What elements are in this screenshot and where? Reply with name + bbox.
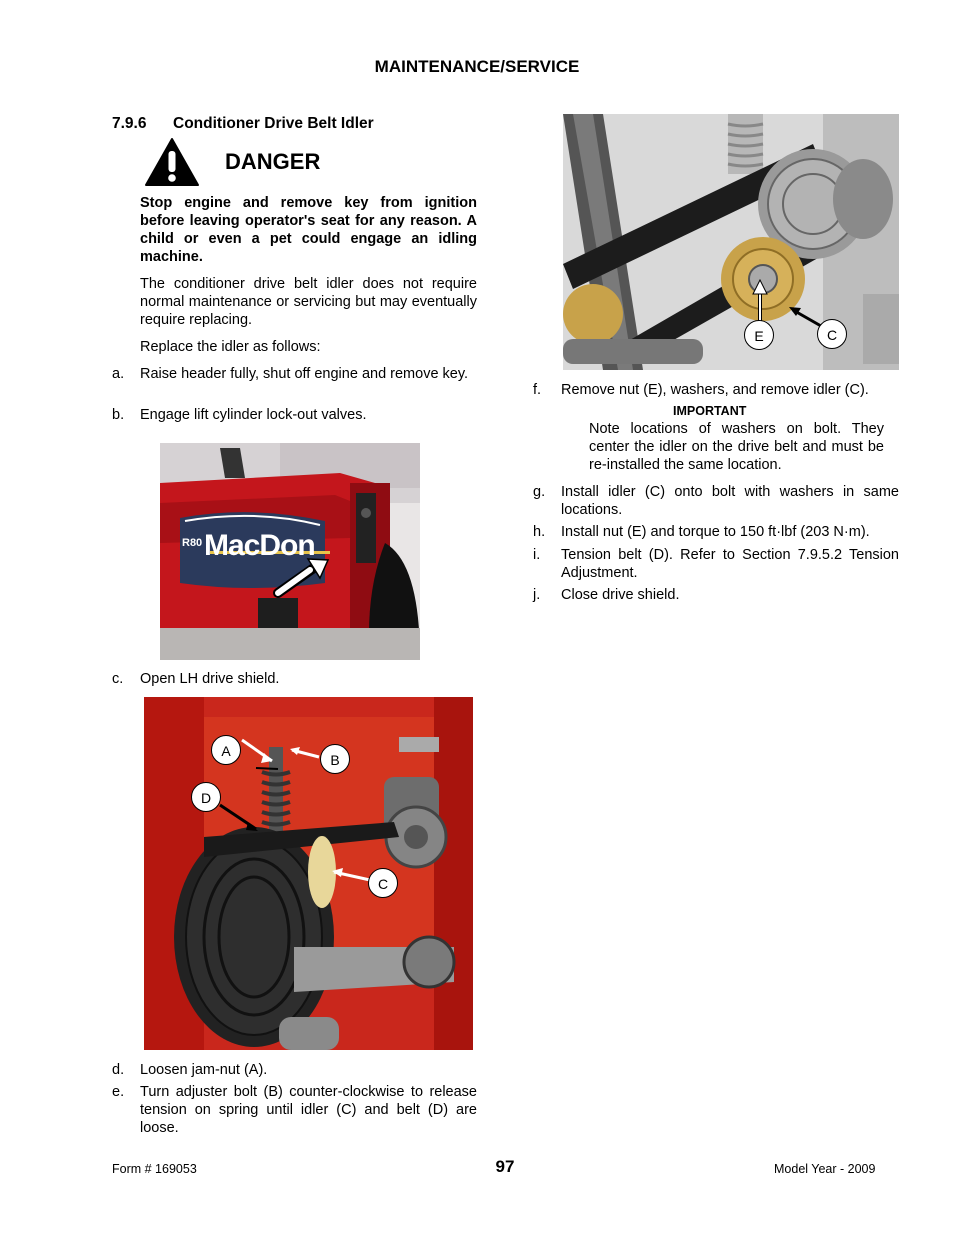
idler-diagram-illustration: [563, 114, 899, 370]
step-label: d.: [112, 1062, 125, 1078]
step-e: [112, 1083, 477, 1141]
form-number: Form # 169053: [112, 1162, 197, 1176]
section-number: 7.9.6: [112, 115, 147, 132]
step-text: Install nut (E) and torque to 150 ft·lbf (203 N·m).: [561, 524, 870, 540]
step-f: [533, 381, 899, 401]
callout-b: B: [320, 744, 350, 774]
step-h: [533, 523, 899, 543]
section-heading: [112, 115, 374, 133]
intro-replace-line: Replace the idler as follows:: [140, 339, 321, 355]
step-j: [533, 586, 899, 606]
page-header: MAINTENANCE/SERVICE: [374, 57, 580, 76]
model-label: R80: [182, 537, 203, 549]
callout-a: A: [211, 735, 241, 765]
step-label: h.: [533, 524, 546, 540]
intro-paragraph: The conditioner drive belt idler does not require normal maintenance or servicing but may eventually require replacing.: [140, 276, 477, 328]
step-a: [112, 365, 477, 405]
callout-c: C: [368, 868, 398, 898]
danger-text: Stop engine and remove key from ignition before leaving operator's seat for any reason. A child or even a pet could engage an idling machine.: [140, 195, 477, 265]
step-d: [112, 1061, 477, 1081]
step-label: i.: [533, 547, 541, 563]
step-text: Install idler (C) onto bolt with washers in same locations.: [561, 484, 899, 518]
callout-e: E: [744, 320, 774, 350]
important-heading: IMPORTANT: [673, 404, 747, 418]
drive-shield-illustration: [144, 697, 473, 1050]
step-b: [112, 406, 477, 426]
step-text: Turn adjuster bolt (B) counter-clockwise to release tension on spring until idler (C) and belt (D) are loose.: [140, 1084, 477, 1136]
section-title: Conditioner Drive Belt Idler: [173, 115, 374, 132]
step-text: Open LH drive shield.: [140, 671, 280, 687]
step-g: [533, 483, 899, 523]
step-text: Tension belt (D). Refer to Section 7.9.5.2 Tension Adjustment.: [561, 547, 899, 581]
step-label: e.: [112, 1084, 125, 1100]
step-label: g.: [533, 484, 546, 500]
drive-shield-photo: [144, 697, 473, 1050]
step-text: Loosen jam-nut (A).: [140, 1062, 268, 1078]
warning-triangle-icon: [144, 137, 200, 187]
header-photo: [160, 443, 420, 660]
callout-c: C: [817, 319, 847, 349]
step-text: Close drive shield.: [561, 587, 680, 603]
step-label: j.: [533, 587, 541, 603]
danger-heading: DANGER: [225, 149, 321, 174]
step-c: [112, 670, 477, 690]
step-text: Engage lift cylinder lock-out valves.: [140, 407, 367, 423]
macdon-logo: MacDon: [204, 529, 315, 562]
step-text: Remove nut (E), washers, and remove idler (C).: [561, 382, 869, 398]
step-i: [533, 546, 899, 586]
step-text: Raise header fully, shut off engine and remove key.: [140, 366, 469, 382]
step-label: f.: [533, 382, 542, 398]
page-number: 97: [495, 1157, 515, 1176]
step-label: b.: [112, 407, 125, 423]
callout-d: D: [191, 782, 221, 812]
model-year: Model Year - 2009: [774, 1162, 876, 1176]
step-label: c.: [112, 671, 124, 687]
important-text: Note locations of washers on bolt. They center the idler on the drive belt and must be re-installed the same location.: [589, 421, 884, 473]
idler-diagram: [563, 114, 899, 370]
step-label: a.: [112, 366, 125, 382]
